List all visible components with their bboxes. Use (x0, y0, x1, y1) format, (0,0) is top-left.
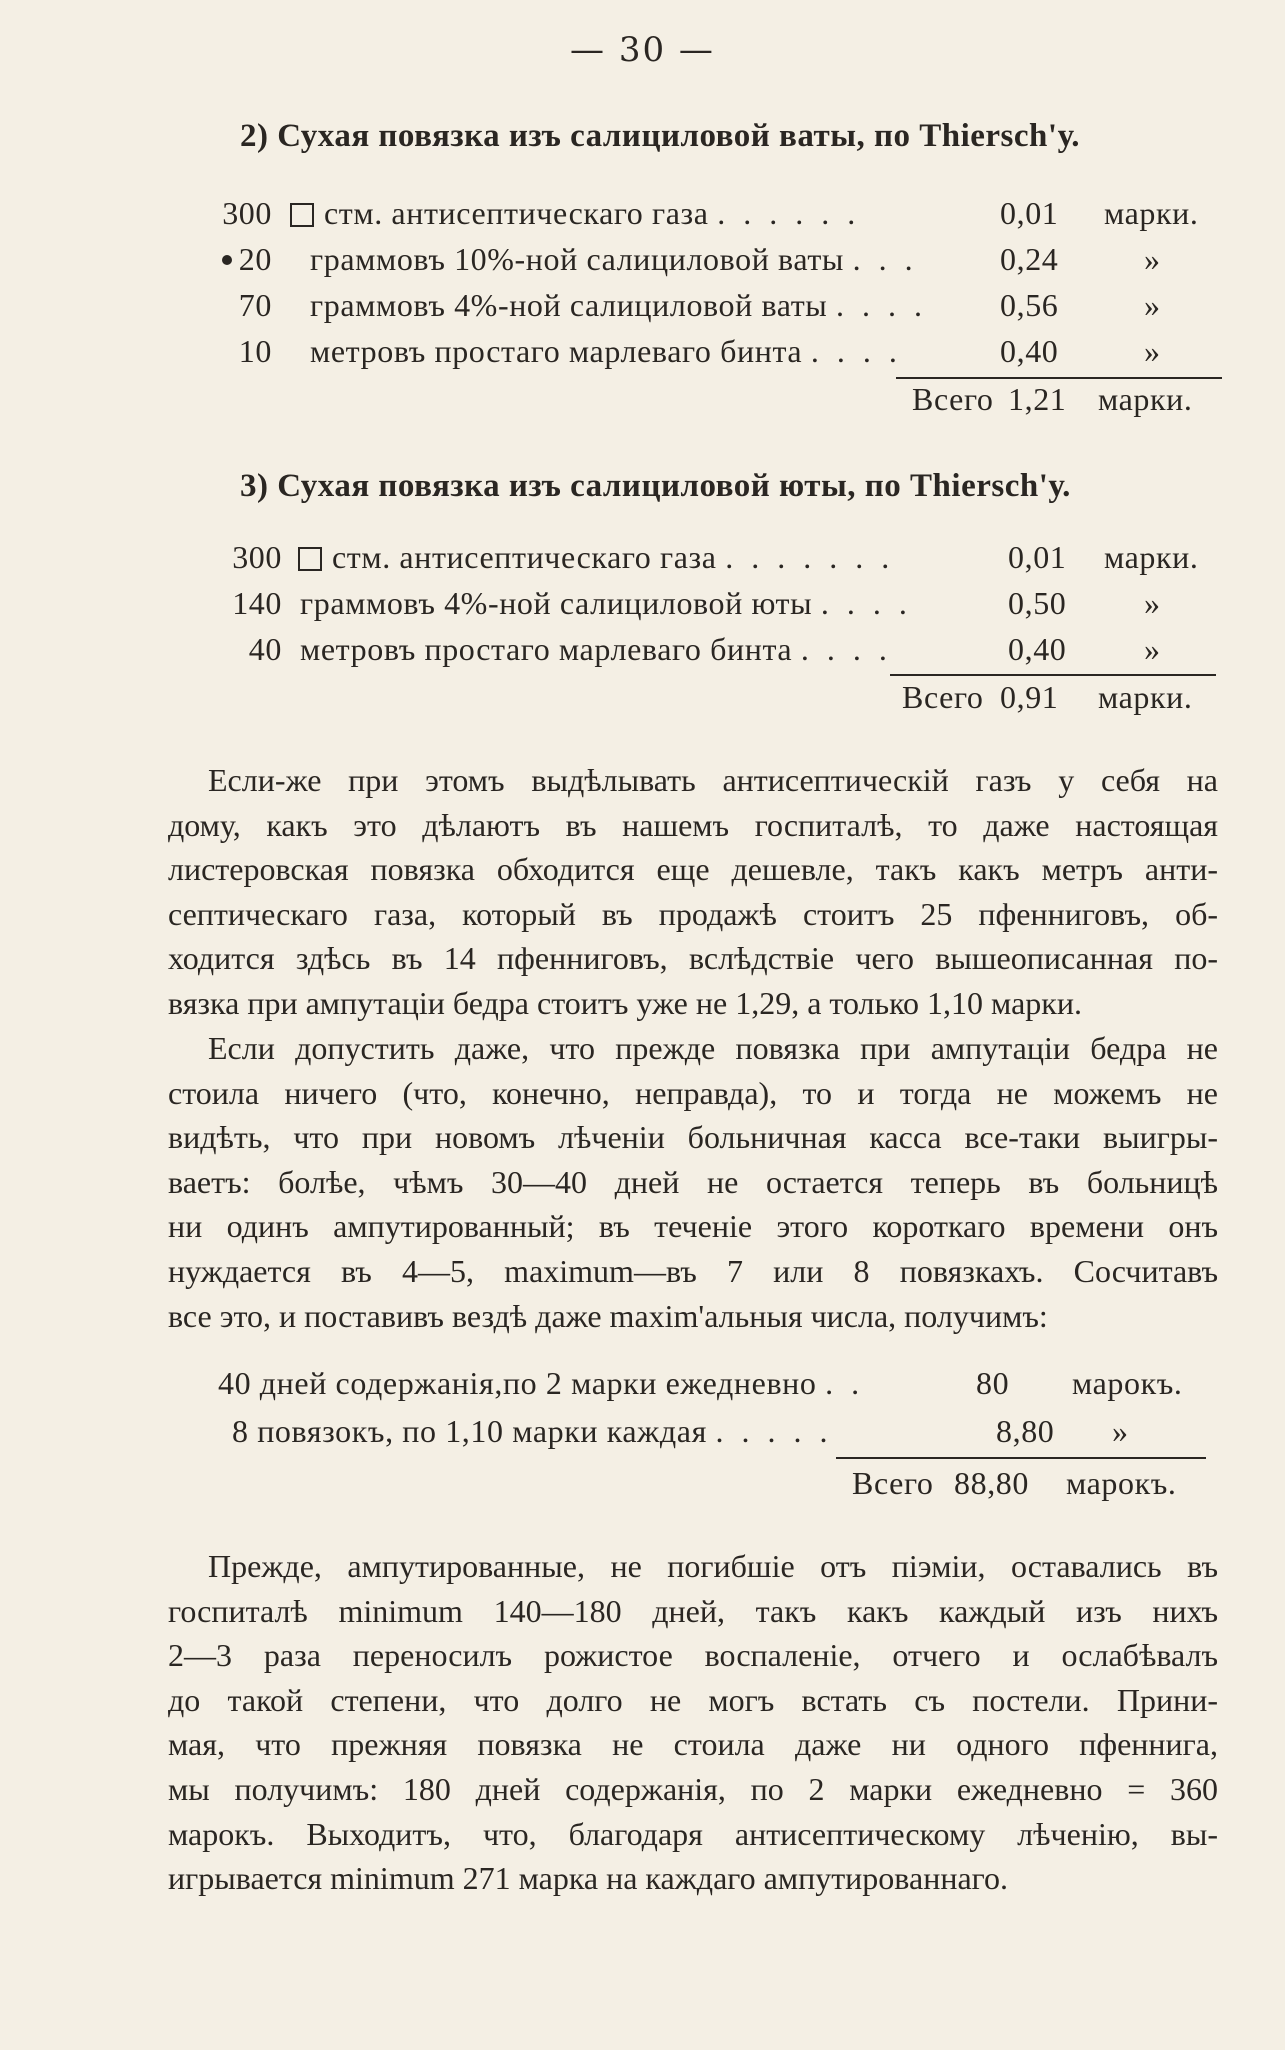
calc-row: 8 повязокъ, по 1,10 марки каждая . . . . . 8,80 » (232, 1413, 1129, 1449)
square-icon (298, 547, 322, 571)
page-number: — 30 — (570, 30, 715, 70)
section-3-row: 300 стм. антисептическаго газа . . . . . . . 0,01 марки. (232, 539, 1199, 575)
calc-row: 40 дней содержанія,по 2 марки ежедневно . . 80 марокъ. (218, 1365, 1183, 1401)
section-2-row: 300 стм. антисептическаго газа . . . . . . 0,01 марки. (222, 195, 1199, 231)
square-icon (290, 203, 314, 227)
calc-total: Всего 88,80 марокъ. (852, 1465, 1177, 1501)
section-2-total: Всего 1,21 марки. (912, 381, 1193, 417)
section-3-row: 140 граммовъ 4%-ной салициловой юты . . . . 0,50 » (232, 585, 1161, 621)
sum-rule (836, 1457, 1206, 1459)
section-2-row: 20 граммовъ 10%-ной салициловой ваты . . . 0,24 » (238, 241, 1161, 277)
section-2-row: 10 метровъ простаго марлеваго бинта . . . . 0,40 » (238, 333, 1161, 369)
section-3-total: Всего 0,91 марки. (902, 679, 1193, 715)
section-2-row: 70 граммовъ 4%-ной салициловой ваты . . . . 0,56 » (238, 287, 1161, 323)
section-3-heading: 3) Сухая повязка изъ салициловой юты, по Thiersch'у. (240, 468, 1071, 504)
paragraph: Если-же при этомъ выдѣлывать антисептическій газъ у себя на дому, какъ это дѣлаютъ въ нашемъ госпиталѣ, то даже настоящая листеровская повязка обходится еще дешевле, такъ какъ метръ анти- септическаго газа, который въ продажѣ стоитъ 25 пфенниговъ, об- ходится здѣсь въ 14 пфенниговъ, вслѣдствіе чего вышеописанная по- вязка при ампутаціи бедра стоитъ уже не 1,29, а только 1,10 марки. (168, 762, 1218, 1021)
section-3-row: 40 метровъ простаго марлеваго бинта . . . . 0,40 » (248, 631, 1161, 667)
paragraph: Если допустить даже, что прежде повязка при ампутаціи бедра не стоила ничего (что, конечно, неправда), то и тогда не можемъ не видѣть, что при новомъ лѣченіи больничная касса все-таки выигры- ваетъ: болѣе, чѣмъ 30—40 дней не остается теперь въ больницѣ ни одинъ ампутированный; въ теченіе этого короткаго времени онъ нуждается въ 4—5, maximum—въ 7 или 8 повязкахъ. Сосчитавъ все это, и поставивъ вездѣ даже maxim'альныя числа, получимъ: (168, 1030, 1218, 1334)
paragraph: Прежде, ампутированные, не погибшіе отъ піэміи, оставались въ госпиталѣ minimum 140—180 дней, такъ какъ каждый изъ нихъ 2—3 раза переносилъ рожистое воспаленіе, отчего и ослабѣвалъ до такой степени, что долго не могъ встать съ постели. Прини- мая, что прежняя повязка не стоила даже ни одного пфеннига, мы получимъ: 180 дней содержанія, по 2 марки ежедневно = 360 марокъ. Выходитъ, что, благодаря антисептическому лѣченію, вы- игрывается minimum 271 марка на каждаго ампутированнаго. (168, 1548, 1218, 1897)
section-2-heading: 2) Сухая повязка изъ салициловой ваты, по Thiersch'у. (240, 118, 1081, 154)
